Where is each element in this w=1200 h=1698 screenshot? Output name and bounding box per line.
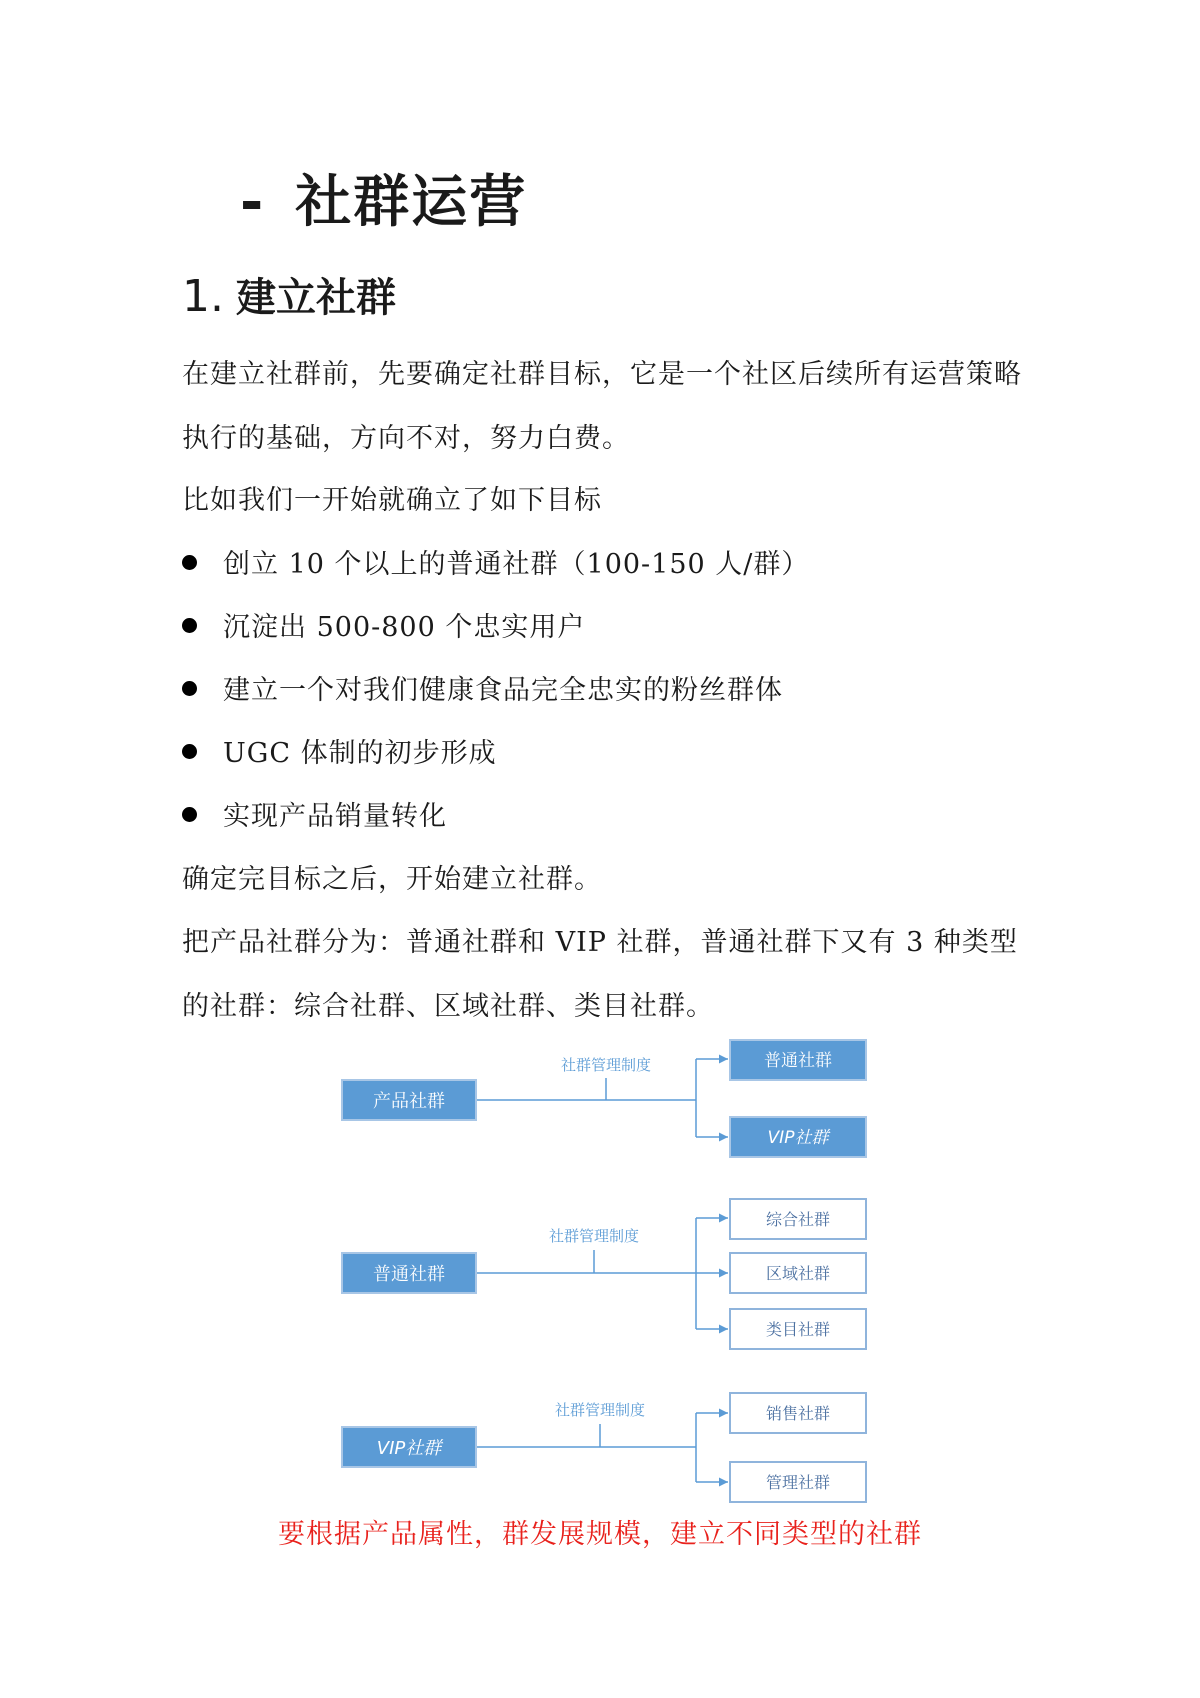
child-label: 综合社群 — [765, 1210, 831, 1229]
child-label: 管理社群 — [765, 1473, 831, 1492]
root-label: VIP社群 — [376, 1438, 442, 1459]
child-label: 区域社群 — [765, 1264, 831, 1283]
bullet-text: UGC 体制的初步形成 — [223, 738, 497, 769]
child-label: 类目社群 — [765, 1320, 831, 1339]
child-label: 销售社群 — [765, 1404, 831, 1423]
child-label: VIP社群 — [767, 1128, 829, 1148]
bullet-text: 沉淀出 500-800 个忠实用户 — [223, 612, 586, 643]
paragraph-2: 比如我们一开始就确立了如下目标 — [182, 485, 602, 516]
root-label: 普通社群 — [373, 1264, 445, 1285]
section-number: 1. — [182, 271, 224, 322]
rule-label: 社群管理制度 — [548, 1227, 640, 1245]
child-label: 普通社群 — [764, 1051, 832, 1071]
red-caption: 要根据产品属性，群发展规模，建立不同类型的社群 — [278, 1519, 922, 1550]
paragraph-4-line-1: 把产品社群分为：普通社群和 VIP 社群，普通社群下又有 3 种类型 — [182, 927, 1018, 958]
paragraph-1-line-2: 执行的基础，方向不对，努力白费。 — [182, 423, 630, 454]
diagram-group-vip — [342, 1393, 866, 1502]
rule-label: 社群管理制度 — [554, 1401, 646, 1419]
paragraph-4-line-2: 的社群：综合社群、区域社群、类目社群。 — [182, 991, 714, 1022]
bullet-text: 实现产品销量转化 — [223, 801, 447, 832]
diagram-group-product — [342, 1040, 866, 1157]
title-dash: - — [240, 170, 266, 235]
root-label: 产品社群 — [373, 1091, 445, 1112]
title-text: 社群运营 — [295, 170, 528, 235]
rule-label: 社群管理制度 — [560, 1056, 652, 1074]
diagram-group-regular — [342, 1199, 866, 1349]
bullet-text: 建立一个对我们健康食品完全忠实的粉丝群体 — [223, 675, 783, 706]
paragraph-3: 确定完目标之后，开始建立社群。 — [182, 864, 602, 895]
bullet-text: 创立 10 个以上的普通社群（100-150 人/群） — [223, 549, 810, 580]
paragraph-1-line-1: 在建立社群前，先要确定社群目标，它是一个社区后续所有运营策略 — [182, 359, 1022, 390]
section-heading-text: 建立社群 — [235, 275, 396, 321]
